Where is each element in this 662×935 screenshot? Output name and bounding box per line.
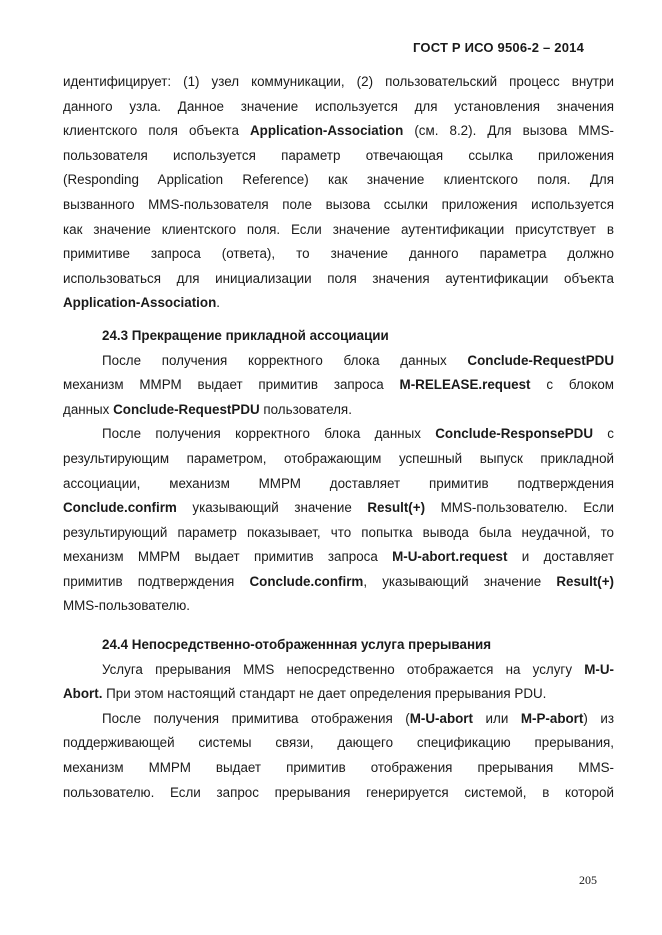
text-line: данных Conclude-RequestPDU пользователя. <box>63 401 352 417</box>
text-line: клиентского поля объекта Application-Association (см. 8.2). Для вызова MMS- <box>63 123 614 139</box>
text-line: примитив подтверждения Conclude.confirm, указывающий значение Result(+) <box>63 573 614 589</box>
text-line: использоваться для инициализации поля значения аутентификации объекта <box>63 270 614 286</box>
section-heading-24-3: 24.3 Прекращение прикладной ассоциации <box>102 327 389 343</box>
paragraph <box>63 70 614 316</box>
paragraph <box>63 422 614 619</box>
text-line: ассоциации, механизм ММРМ доставляет примитив подтверждения <box>63 475 614 491</box>
text-line: Application-Association. <box>63 295 220 311</box>
term-application-association: Application-Association <box>63 295 217 311</box>
text-line: идентифицирует: (1) узел коммуникации, (2) пользовательский процесс внутри <box>63 74 614 89</box>
text-line: После получения корректного блока данных Conclude-RequestPDU <box>102 352 614 368</box>
text-line: механизм ММРМ выдает примитив запроса M-RELEASE.request с блоком <box>63 377 614 393</box>
text-line: поддерживающей системы связи, дающего спецификацию прерывания, <box>63 735 614 751</box>
text-line: данного узла. Данное значение используется для установления значения <box>63 98 614 114</box>
text-line: После получения примитива отображения (M-U-abort или M-P-abort) из <box>102 710 614 726</box>
text-line: механизм ММРМ выдает примитив отображения прерывания MMS- <box>63 760 614 776</box>
text-line: пользователя используется параметр отвечающая ссылка приложения <box>63 147 614 163</box>
page-number: 205 <box>579 873 597 887</box>
paragraph <box>63 658 614 707</box>
document-body <box>63 70 614 805</box>
paragraph <box>63 349 614 423</box>
text-line: (Responding Application Reference) как значение клиентского поля. Для <box>63 172 614 188</box>
text-line: Abort. При этом настоящий стандарт не дает определения прерывания PDU. <box>63 686 547 702</box>
text-line: MMS-пользователю. <box>63 598 191 614</box>
text-line: примитиве запроса (ответа), то значение данного параметра должно <box>63 246 614 262</box>
text-line: результирующий параметр показывает, что попытка вывода была неудачной, то <box>63 524 614 540</box>
text-line: После получения корректного блока данных Conclude-ResponsePDU с <box>102 426 614 442</box>
paragraph <box>63 707 614 805</box>
text-line: результирующим параметром, отображающим успешный выпуск прикладной <box>63 450 614 466</box>
text-line: вызванного MMS-пользователя поле вызова ссылки приложения используется <box>63 196 614 212</box>
text-line: как значение клиентского поля. Если значение аутентификации присутствует в <box>63 221 614 237</box>
document-header: ГОСТ Р ИСО 9506-2 – 2014 <box>413 40 584 55</box>
text-line: Conclude.confirm указывающий значение Result(+) MMS-пользователю. Если <box>63 500 615 516</box>
term-application-association: Application-Association <box>249 123 404 139</box>
text-line: механизм ММРМ выдает примитив запроса M-U-abort.request и доставляет <box>63 549 614 565</box>
text-line: Услуга прерывания MMS непосредственно отображается на услугу M-U- <box>102 661 614 677</box>
text-line: пользователю. Если запрос прерывания генерируется системой, в которой <box>63 784 614 800</box>
section-heading-24-4: 24.4 Непосредственно-отображеннная услуга прерывания <box>102 637 492 653</box>
